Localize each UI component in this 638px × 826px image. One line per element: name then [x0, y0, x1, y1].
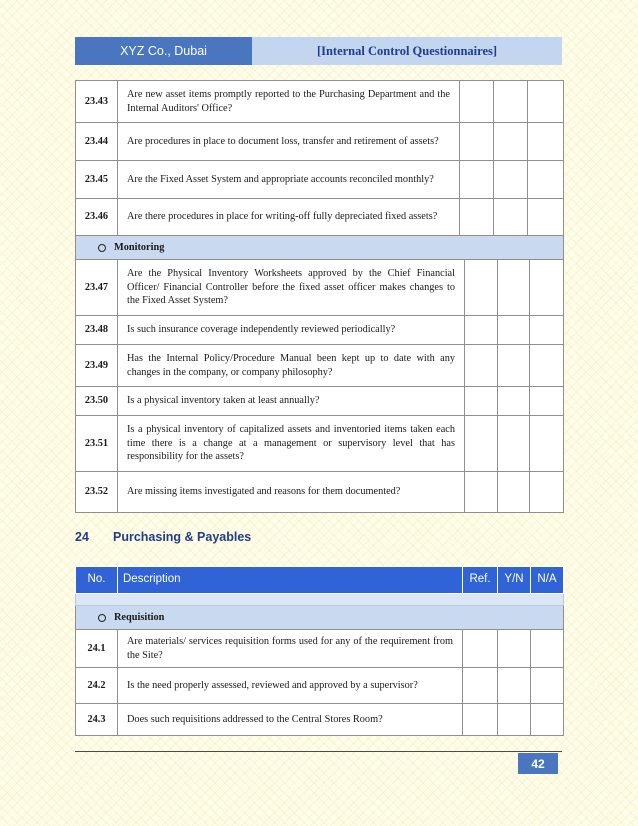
table-row	[76, 387, 564, 416]
na-cell[interactable]	[528, 199, 564, 236]
yn-cell[interactable]	[498, 472, 530, 513]
na-cell[interactable]	[530, 387, 564, 416]
yn-cell[interactable]	[498, 416, 530, 472]
table-row	[76, 704, 564, 736]
question-text: Are there procedures in place for writing-off fully depreciated fixed assets?	[118, 199, 460, 236]
questionnaire-table-24	[75, 566, 564, 736]
ref-cell[interactable]	[465, 387, 498, 416]
table-header-row	[76, 567, 564, 594]
table-row	[76, 316, 564, 345]
section-label: Requisition	[114, 611, 165, 623]
column-header-no: No.	[76, 567, 118, 594]
question-number: 23.46	[76, 199, 118, 236]
yn-cell[interactable]	[494, 123, 528, 161]
spacer-row	[76, 594, 564, 606]
document-title: [Internal Control Questionnaires]	[252, 37, 562, 65]
ref-cell[interactable]	[463, 668, 498, 704]
yn-cell[interactable]	[498, 345, 530, 387]
question-text: Are the Fixed Asset System and appropriate accounts reconciled monthly?	[118, 161, 460, 199]
question-text: Are procedures in place to document loss, transfer and retirement of assets?	[118, 123, 460, 161]
column-header-yn: Y/N	[498, 567, 531, 594]
table-row	[76, 630, 564, 668]
yn-cell[interactable]	[494, 161, 528, 199]
ref-cell[interactable]	[465, 260, 498, 316]
yn-cell[interactable]	[498, 704, 531, 736]
yn-cell[interactable]	[498, 260, 530, 316]
question-number: 23.50	[76, 387, 118, 416]
ref-cell[interactable]	[465, 316, 498, 345]
question-number: 23.49	[76, 345, 118, 387]
column-header-ref: Ref.	[463, 567, 498, 594]
question-number: 23.44	[76, 123, 118, 161]
na-cell[interactable]	[528, 123, 564, 161]
question-text: Is such insurance coverage independently reviewed periodically?	[118, 316, 465, 345]
na-cell[interactable]	[531, 630, 564, 668]
page-header	[75, 37, 562, 65]
na-cell[interactable]	[530, 416, 564, 472]
ref-cell[interactable]	[465, 416, 498, 472]
page-number: 42	[518, 753, 558, 774]
question-number: 23.52	[76, 472, 118, 513]
question-number: 24.3	[76, 704, 118, 736]
ref-cell[interactable]	[460, 81, 494, 123]
circle-bullet-icon	[98, 244, 106, 252]
ref-cell[interactable]	[465, 345, 498, 387]
question-text: Are materials/ services requisition forms used for any of the requirement from the Site?	[118, 630, 463, 668]
ref-cell[interactable]	[460, 123, 494, 161]
question-text: Are missing items investigated and reasons for them documented?	[118, 472, 465, 513]
na-cell[interactable]	[528, 81, 564, 123]
question-text: Is the need properly assessed, reviewed and approved by a supervisor?	[118, 668, 463, 704]
question-number: 24.1	[76, 630, 118, 668]
table-row	[76, 668, 564, 704]
na-cell[interactable]	[528, 161, 564, 199]
section-row-monitoring	[76, 236, 564, 260]
yn-cell[interactable]	[498, 387, 530, 416]
question-number: 23.45	[76, 161, 118, 199]
footer-divider	[75, 751, 562, 752]
column-header-description: Description	[118, 567, 463, 594]
ref-cell[interactable]	[460, 199, 494, 236]
table-row	[76, 345, 564, 387]
yn-cell[interactable]	[494, 81, 528, 123]
question-number: 23.43	[76, 81, 118, 123]
circle-bullet-icon	[98, 614, 106, 622]
na-cell[interactable]	[531, 704, 564, 736]
yn-cell[interactable]	[498, 316, 530, 345]
table-row	[76, 123, 564, 161]
table-row	[76, 81, 564, 123]
ref-cell[interactable]	[463, 630, 498, 668]
na-cell[interactable]	[531, 668, 564, 704]
na-cell[interactable]	[530, 472, 564, 513]
yn-cell[interactable]	[498, 668, 531, 704]
question-number: 23.47	[76, 260, 118, 316]
table-row	[76, 472, 564, 513]
question-number: 23.51	[76, 416, 118, 472]
na-cell[interactable]	[530, 316, 564, 345]
table-row	[76, 416, 564, 472]
question-text: Is a physical inventory of capitalized assets and inventoried items taken each time there is a change at a management or supervisory level that has responsibility for the assets?	[118, 416, 465, 472]
ref-cell[interactable]	[465, 472, 498, 513]
na-cell[interactable]	[530, 260, 564, 316]
section-title: Purchasing & Payables	[113, 530, 252, 544]
company-name: XYZ Co., Dubai	[75, 37, 252, 65]
section-label: Monitoring	[114, 241, 165, 253]
question-text: Has the Internal Policy/Procedure Manual been kept up to date with any changes in the company, or company philosophy?	[118, 345, 465, 387]
ref-cell[interactable]	[460, 161, 494, 199]
table-row	[76, 161, 564, 199]
questionnaire-table-monitoring	[75, 235, 564, 513]
questionnaire-table-23	[75, 80, 564, 236]
question-number: 23.48	[76, 316, 118, 345]
column-header-na: N/A	[531, 567, 564, 594]
yn-cell[interactable]	[494, 199, 528, 236]
question-text: Is a physical inventory taken at least annually?	[118, 387, 465, 416]
table-row	[76, 199, 564, 236]
section-row-requisition	[76, 606, 564, 630]
yn-cell[interactable]	[498, 630, 531, 668]
na-cell[interactable]	[530, 345, 564, 387]
question-number: 24.2	[76, 668, 118, 704]
question-text: Does such requisitions addressed to the Central Stores Room?	[118, 704, 463, 736]
question-text: Are new asset items promptly reported to the Purchasing Department and the Internal Auditors' Office?	[118, 81, 460, 123]
table-row	[76, 260, 564, 316]
question-text: Are the Physical Inventory Worksheets approved by the Chief Financial Officer/ Financial Controller before the fixed asset officer makes changes to the Fixed Asset System?	[118, 260, 465, 316]
ref-cell[interactable]	[463, 704, 498, 736]
section-heading	[75, 530, 251, 544]
section-number: 24	[75, 530, 89, 544]
